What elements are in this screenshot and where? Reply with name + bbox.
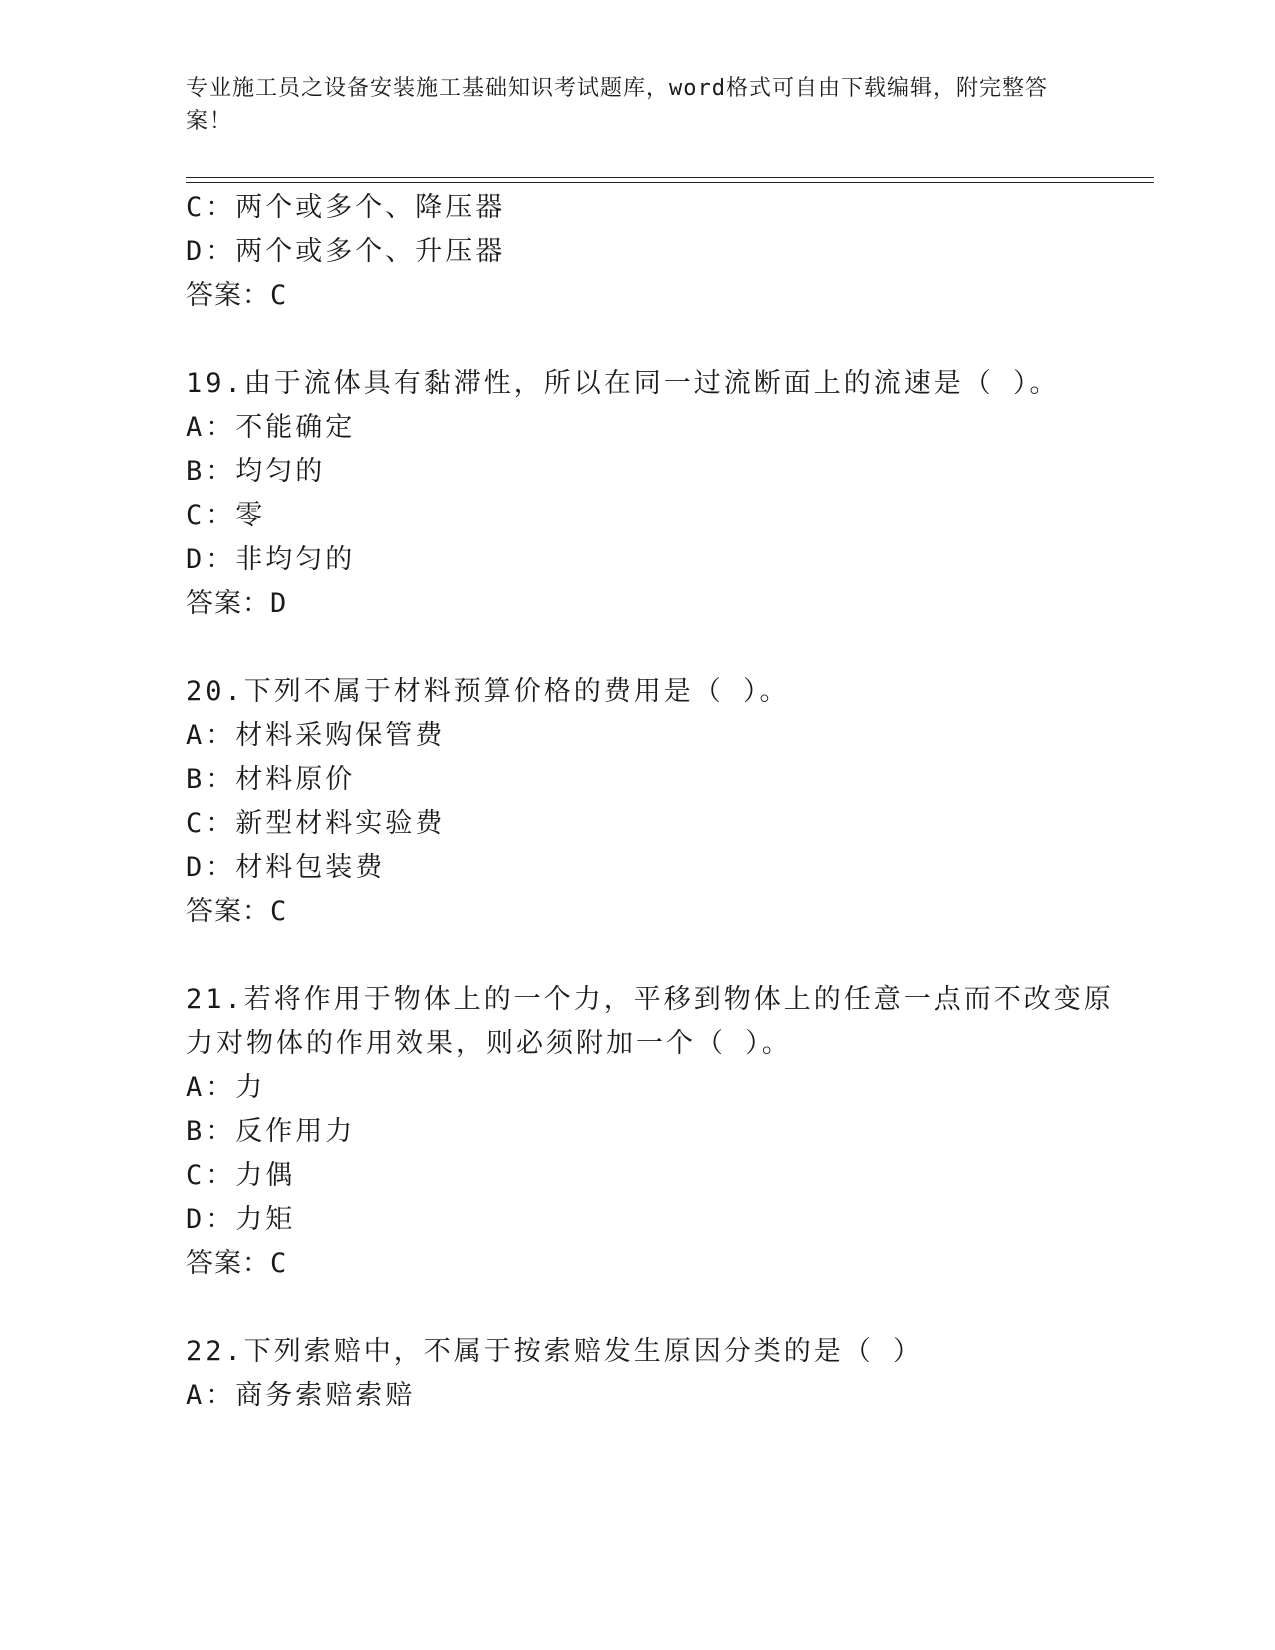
option-line: A：商务索赔索赔: [186, 1380, 416, 1411]
answer-line: 答案：C: [186, 1248, 288, 1279]
option-line: B：材料原价: [186, 764, 356, 795]
option-line: D：材料包装费: [186, 852, 386, 883]
option-line: B：均匀的: [186, 456, 326, 487]
answer-line: 答案：D: [186, 588, 288, 619]
option-line: A：力: [186, 1072, 266, 1103]
option-line: D：两个或多个、升压器: [186, 236, 506, 267]
option-line: C：力偶: [186, 1160, 296, 1191]
question-line: 20.下列不属于材料预算价格的费用是（ ）。: [186, 676, 790, 707]
option-line: D：力矩: [186, 1204, 296, 1235]
question-line: 22.下列索赔中，不属于按索赔发生原因分类的是（ ）: [186, 1336, 924, 1367]
answer-line: 答案：C: [186, 896, 288, 927]
option-line: A：不能确定: [186, 412, 356, 443]
header-rule-top: [186, 177, 1154, 178]
header-rule-bottom: [186, 182, 1154, 183]
option-line: C：零: [186, 500, 266, 531]
option-line: C：新型材料实验费: [186, 808, 446, 839]
document-header: 专业施工员之设备安装施工基础知识考试题库，word格式可自由下载编辑，附完整答案！: [186, 76, 1048, 134]
question-line: 力对物体的作用效果，则必须附加一个（ ）。: [186, 1028, 792, 1059]
option-line: D：非均匀的: [186, 544, 356, 575]
answer-line: 答案：C: [186, 280, 288, 311]
option-line: B：反作用力: [186, 1116, 356, 1147]
option-line: A：材料采购保管费: [186, 720, 446, 751]
option-line: C：两个或多个、降压器: [186, 192, 506, 223]
question-line: 21.若将作用于物体上的一个力，平移到物体上的任意一点而不改变原: [186, 984, 1114, 1015]
question-line: 19.由于流体具有黏滞性，所以在同一过流断面上的流速是（ ）。: [186, 368, 1060, 399]
